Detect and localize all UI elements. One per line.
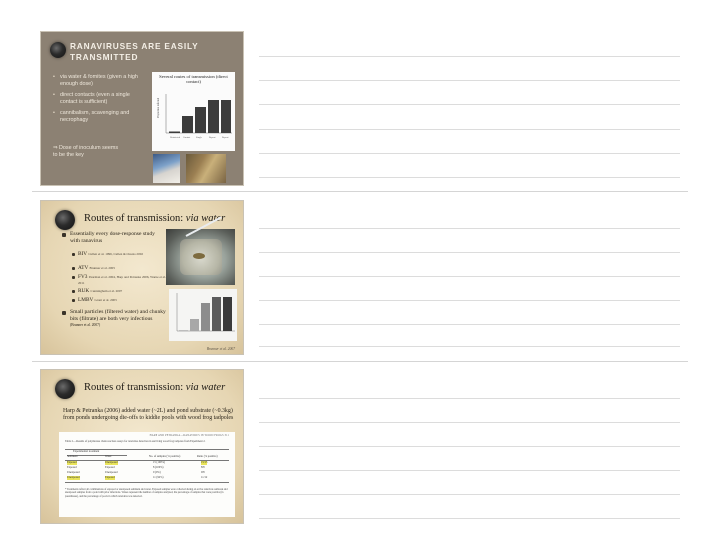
- notes-line: [259, 446, 680, 447]
- notes-line: [259, 422, 680, 423]
- table-row: Exposed Unexposed 15 (100%) 15/15: [67, 461, 208, 464]
- notes-line: [259, 276, 680, 277]
- notes-line: [259, 56, 680, 57]
- dose-chart: [169, 289, 237, 341]
- bullet-square-icon: [72, 276, 75, 279]
- table-caption: Table 2.—Results of polymerase chain reaction assays for ranavirus detection in surviving wood frog tadpoles from Experiment 2.: [65, 440, 206, 443]
- notes-line: [259, 80, 680, 81]
- bullet-item: Small particles (filtered water) and chunky bits (filtrate) are both very infectious (Brunner et al. 2007): [70, 309, 166, 328]
- bullet-item: • direct contacts (even a single contact is sufficient): [53, 92, 147, 106]
- bullet-item: • via water & fomites (given a high enough dose): [53, 74, 147, 88]
- slide-paragraph: Harp & Petranka (2006) added water (~2L) and pond substrate (~0.3kg) from ponds undergoing die-offs to kiddie pools with wood frog tadpoles: [63, 408, 234, 422]
- chart-bar: [212, 297, 221, 331]
- notes-line: [259, 228, 680, 229]
- chart-bar: [201, 303, 210, 331]
- svg-text:Repeat: Repeat: [222, 137, 229, 139]
- svg-text:Proportion infected: Proportion infected: [157, 97, 160, 118]
- notes-line: [259, 300, 680, 301]
- svg-text:Repeat: Repeat: [209, 137, 216, 139]
- notes-line: [259, 153, 680, 154]
- tub-photo: [166, 229, 235, 285]
- svg-text:Uninfected: Uninfected: [170, 137, 181, 139]
- page-divider: [32, 191, 688, 192]
- notes-line: [259, 398, 680, 399]
- bullet-ball-icon: [50, 42, 66, 58]
- page-divider: [32, 361, 688, 362]
- table-footnote: * Treatments reflect all combinations of exposed or unexposed sediment and water. Exposed samples were collected during an active ranavirus outbreak and unexposed samples from a pond with prior infections. Values represent the number of samples analyzed, the percentage of samples that were positive (in parentheses), and the percentage of pools in which ranavirus was detected.: [65, 488, 228, 498]
- chart-bar: [195, 107, 206, 133]
- bullet-ball-icon: [55, 210, 75, 230]
- bullet-square-icon: [72, 267, 75, 270]
- slide-thumbnail-1[interactable]: [40, 31, 244, 186]
- notes-line: [259, 177, 680, 178]
- chart-bar: [169, 132, 180, 134]
- transmission-chart: [152, 72, 235, 151]
- slide-title: Routes of transmission: via water: [84, 213, 226, 224]
- table-row: Unexposed Unexposed 0 (0%) 0/8: [67, 471, 205, 474]
- journal-header: HARP AND PETRANKA—RANAVIRUS IN WOOD FROGS 311: [149, 434, 229, 437]
- sub-bullet-fv3: FV3 Pearman et al. 2004, Harp and Petranka 2006, Warne et al. 2011: [78, 274, 166, 285]
- notes-line: [259, 518, 680, 519]
- bullet-square-icon: [72, 299, 75, 302]
- notes-line: [259, 129, 680, 130]
- bullet-ball-icon: [55, 379, 75, 399]
- chart-bars: [152, 72, 235, 151]
- chart-bar: [179, 330, 188, 331]
- slide-title: Routes of transmission: via water: [84, 382, 226, 393]
- bullet-square-icon: [72, 253, 75, 256]
- bullet-square-icon: [72, 290, 75, 293]
- notes-line: [259, 252, 680, 253]
- table-row: Unexposed Exposed 11 (92%) 11/12: [67, 476, 208, 479]
- notes-line: [259, 494, 680, 495]
- table-row: Exposed Exposed 8 (100%) 8/8: [67, 466, 205, 469]
- results-table: [59, 432, 235, 517]
- slide-title: RANAVIRUSES ARE EASILY TRANSMITTED: [70, 41, 199, 62]
- bullet-square-icon: [62, 233, 66, 237]
- dose-note: ⇒ Dose of inoculum seems to be the key: [53, 145, 119, 158]
- notes-line: [259, 104, 680, 105]
- image-credit: Brunner et al. 2007: [206, 347, 235, 351]
- sub-bullet-ruk: RUK Cunningham et al. 2007: [78, 288, 123, 294]
- notes-line: [259, 470, 680, 471]
- sub-bullet-atv: ATV Brunner et al. 2005: [78, 265, 115, 271]
- chart-bars: [169, 289, 237, 341]
- chart-bar: [208, 100, 219, 133]
- sub-bullet-lmbv: LMBV Grant et al. 2003: [78, 297, 117, 303]
- chart-bar: [223, 297, 232, 331]
- bullet-item: Essentially every dose-response study with ranavirus: [70, 231, 155, 244]
- hand-photo: [153, 154, 180, 183]
- sub-bullet-biv: BIV Cullen et al. 1996, Cullen & Owens 2002: [78, 251, 144, 257]
- bullet-square-icon: [62, 311, 66, 315]
- notes-line: [259, 346, 680, 347]
- chart-bar: [182, 116, 193, 133]
- chart-title: Several routes of transmission (direct contact): [159, 74, 228, 85]
- chart-bar: [190, 319, 199, 331]
- chart-bar: [221, 100, 231, 133]
- frog-photo: [186, 154, 226, 183]
- notes-line: [259, 324, 680, 325]
- bullet-item: • cannibalism, scavenging and necrophagy: [53, 110, 147, 124]
- bullet-list: [53, 74, 147, 128]
- table-group-header: Experimental treatment: [73, 450, 100, 453]
- slide-thumbnail-2[interactable]: [40, 200, 244, 355]
- table-header-row: Sediment Water No. of samples (% positive) Ratio (% positive): [67, 455, 218, 458]
- slide-thumbnail-3[interactable]: [40, 369, 244, 524]
- svg-text:Contact: Contact: [183, 137, 191, 139]
- svg-text:Single: Single: [196, 137, 202, 139]
